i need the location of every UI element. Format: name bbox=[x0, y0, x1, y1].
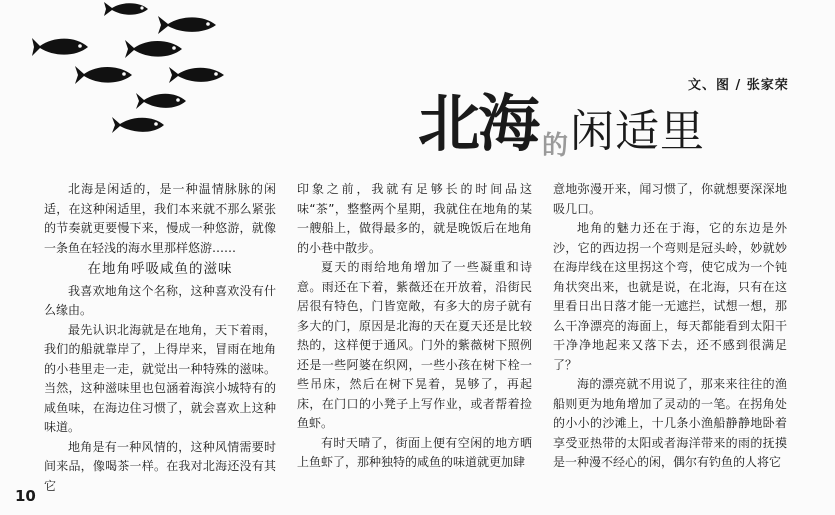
section-subheading: 在地角呼吸咸鱼的滋味 bbox=[87, 261, 233, 277]
title-particle: 的 bbox=[542, 131, 569, 161]
paragraph: 印象之前，我就有足够长的时间品这味“茶”，整整两个星期，我就住在地角的某一艘船上，做得最多的，就是晚饭后在地角的小巷中散步。 bbox=[297, 182, 532, 255]
title-main: 北海 bbox=[418, 87, 539, 160]
paragraph: 北海是闲适的，是一种温情脉脉的闲适，在这种闲适里，我们本来就不那么紧张的节奏就更要慢下来，慢成一种悠游，就像一条鱼在轻浅的海水里那样悠游…… bbox=[44, 182, 276, 255]
paragraph: 夏天的雨给地角增加了一些凝重和诗意。雨还在下着，紫薇还在开放着，沿街民居很有特色，门皆宽敞，有多大的房子就有多大的门，原因是北海的天在夏天还是比较热的，这样便于通风。门外的紫薇树下照例还是一些阿婆在织网，一些小孩在树下栓一些吊床，然后在树下晃着，晃够了，再起床，在门口的小凳子上写作业，或者帮着捡鱼虾。 bbox=[297, 260, 532, 430]
text-column-3 bbox=[553, 180, 787, 473]
paragraph: 地角是有一种风情的，这种风情需要时间来品，像喝茶一样。在我对北海还没有其它 bbox=[44, 439, 276, 493]
paragraph: 地角的魅力还在于海，它的东边是外沙，它的西边拐一个弯则是冠头岭，妙就妙在海岸线在这里拐这个弯，使它成为一个钝角状突出来，也就是说，在北海，只有在这里看日出日落才能一无遮拦，试想一想，那么干净漂亮的海面上，每天都能看到太阳干干净净地起来又落下去，还不感到很满足了？ bbox=[553, 221, 787, 372]
author-byline: 文、图 / 张家荣 bbox=[688, 78, 789, 93]
page-number: 10 bbox=[15, 487, 36, 505]
paragraph: 意地弥漫开来，闻习惯了，你就想要深深地吸几口。 bbox=[553, 182, 787, 216]
title-rest: 闲适里 bbox=[570, 106, 706, 157]
fish-school-illustration bbox=[30, 0, 240, 142]
paragraph: 最先认识北海就是在地角，天下着雨，我们的船就靠岸了，上得岸来，冒雨在地角的小巷里走一走，就觉出一种特殊的滋味。当然，这种滋味里也包涵着海滨小城特有的咸鱼味，在海边住习惯了，就会喜欢上这种味道。 bbox=[44, 322, 276, 434]
article-title bbox=[418, 84, 705, 164]
paragraph: 我喜欢地角这个名称，这种喜欢没有什么缘由。 bbox=[44, 283, 276, 317]
text-column-1 bbox=[44, 180, 276, 496]
paragraph: 有时天晴了，街面上便有空闲的地方晒上鱼虾了，那种独特的咸鱼的味道就更加肆 bbox=[297, 435, 532, 469]
text-column-2 bbox=[297, 180, 532, 473]
paragraph: 海的漂亮就不用说了，那来来往往的渔船则更为地角增加了灵动的一笔。在拐角处的小小的沙滩上，十几条小渔船静静地卧着享受亚热带的太阳或者海洋带来的雨的抚摸是一种漫不经心的闲，偶尔有钓鱼的人将它 bbox=[553, 377, 787, 469]
